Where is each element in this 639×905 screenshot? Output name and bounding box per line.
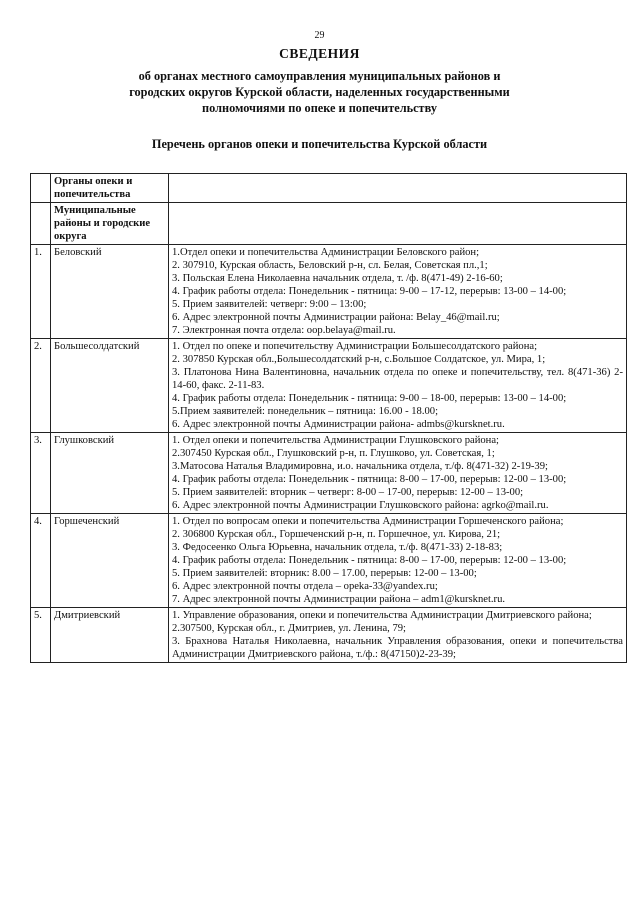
table-row xyxy=(31,608,627,663)
district-name: Горшеченский xyxy=(51,514,169,608)
info-line: 6. Адрес электронной почты отдела – opeka-33@yandex.ru; xyxy=(172,581,438,592)
list-title: Перечень органов опеки и попечительства Курской области xyxy=(151,137,488,151)
info-line: 5. Прием заявителей: вторник – четверг: 8-00 – 17-00, перерыв: 12-00 – 13-00; xyxy=(172,487,524,498)
row-number: 4. xyxy=(31,514,51,608)
info-line: 1. Управление образования, опеки и попечительства Администрации Дмитриевского района; xyxy=(172,610,592,621)
district-info xyxy=(169,514,627,608)
info-line: 6. Адрес электронной почты Администрации района: Belay_46@mail.ru; xyxy=(172,312,500,323)
info-line: 3. Платонова Нина Валентиновна, начальник отдела по опеке и попечительству, тел. 8(471-36) 2-14-60, факс. 2-11-83. xyxy=(172,367,623,391)
table-row xyxy=(31,514,627,608)
table-header-row xyxy=(31,203,627,245)
info-line: 3.Матосова Наталья Владимировна, и.о. начальника отдела, т./ф. 8(471-32) 2-19-39; xyxy=(172,461,548,472)
district-info xyxy=(169,608,627,663)
row-number: 5. xyxy=(31,608,51,663)
table-cell xyxy=(169,203,627,245)
table-body xyxy=(31,245,627,663)
guardianship-table xyxy=(30,173,627,663)
header-bodies: Органы опеки и попечительства xyxy=(51,174,169,203)
info-line: 5. Прием заявителей: четверг: 9:00 – 13:00; xyxy=(172,299,367,310)
table-row xyxy=(31,433,627,514)
row-number: 3. xyxy=(31,433,51,514)
district-info xyxy=(169,339,627,433)
info-line: 1.Отдел опеки и попечительства Администрации Беловского район; xyxy=(172,247,480,258)
subtitle-line: полномочиями по опеке и попечительству xyxy=(202,101,437,115)
row-number: 2. xyxy=(31,339,51,433)
table-cell xyxy=(31,203,51,245)
district-info xyxy=(169,433,627,514)
document-subtitle xyxy=(0,68,639,116)
info-line: 6. Адрес электронной почты Администрации Глушковского района: agrko@mail.ru. xyxy=(172,500,549,511)
info-line: 1. Отдел по опеке и попечительству Администрации Большесолдатского района; xyxy=(172,341,538,352)
info-line: 3. Брахнова Наталья Николаевна, начальник Управления образования, опеки и попечительства Администрации Дмитриевского района, т./ф.: 8(47150)2-23-39; xyxy=(172,636,623,660)
info-line: 2.307500, Курская обл., г. Дмитриев, ул. Ленина, 79; xyxy=(172,623,406,634)
info-line: 7. Адрес электронной почты Администрации района – adm1@kursknet.ru. xyxy=(172,594,506,605)
info-line: 3. Федосеенко Ольга Юрьевна, начальник отдела, т./ф. 8(471-33) 2-18-83; xyxy=(172,542,503,553)
table-cell xyxy=(169,174,627,203)
info-line: 1. Отдел опеки и попечительства Администрации Глушковского района; xyxy=(172,435,499,446)
info-line: 4. График работы отдела: Понедельник - пятница: 9-00 – 17-12, перерыв: 13-00 – 14-00; xyxy=(172,286,567,297)
info-line: 3. Польская Елена Николаевна начальник отдела, т. /ф. 8(471-49) 2-16-60; xyxy=(172,273,503,284)
row-number: 1. xyxy=(31,245,51,339)
table-header-row xyxy=(31,174,627,203)
district-name: Глушковский xyxy=(51,433,169,514)
info-line: 4. График работы отдела: Понедельник - пятница: 9-00 – 18-00, перерыв: 13-00 – 14-00; xyxy=(172,393,567,404)
district-name: Дмитриевский xyxy=(51,608,169,663)
info-line: 5. Прием заявителей: вторник: 8.00 – 17.00, перерыв: 12-00 – 13-00; xyxy=(172,568,477,579)
info-line: 4. График работы отдела: Понедельник - пятница: 8-00 – 17-00, перерыв: 12-00 – 13-00; xyxy=(172,555,567,566)
district-name: Большесолдатский xyxy=(51,339,169,433)
info-line: 5.Прием заявителей: понедельник – пятница: 16.00 - 18.00; xyxy=(172,406,439,417)
info-line: 6. Адрес электронной почты Администрации района- admbs@kursknet.ru. xyxy=(172,419,505,430)
table-row xyxy=(31,245,627,339)
header-districts: Муниципальные районы и городские округа xyxy=(51,203,169,245)
info-line: 2. 307910, Курская область, Беловский р-н, сл. Белая, Советская пл.,1; xyxy=(172,260,488,271)
info-line: 2.307450 Курская обл., Глушковский р-н, п. Глушково, ул. Советская, 1; xyxy=(172,448,495,459)
page-number: 29 xyxy=(314,30,325,41)
info-line: 4. График работы отдела: Понедельник - пятница: 8-00 – 17-00, перерыв: 12-00 – 13-00; xyxy=(172,474,567,485)
info-line: 2. 307850 Курская обл.,Большесолдатский р-н, с.Большое Солдатское, ул. Мира, 1; xyxy=(172,354,546,365)
subtitle-line: городских округов Курской области, наделенных государственными xyxy=(129,85,510,99)
document-title: СВЕДЕНИЯ xyxy=(279,46,360,61)
info-line: 2. 306800 Курская обл., Горшеченский р-н, п. Горшечное, ул. Кирова, 21; xyxy=(172,529,501,540)
district-name: Беловский xyxy=(51,245,169,339)
info-line: 1. Отдел по вопросам опеки и попечительства Администрации Горшеченского района; xyxy=(172,516,564,527)
district-info xyxy=(169,245,627,339)
info-line: 7. Электронная почта отдела: oop.belaya@mail.ru. xyxy=(172,325,396,336)
table-cell xyxy=(31,174,51,203)
table-row xyxy=(31,339,627,433)
subtitle-line: об органах местного самоуправления муниципальных районов и xyxy=(138,69,501,83)
